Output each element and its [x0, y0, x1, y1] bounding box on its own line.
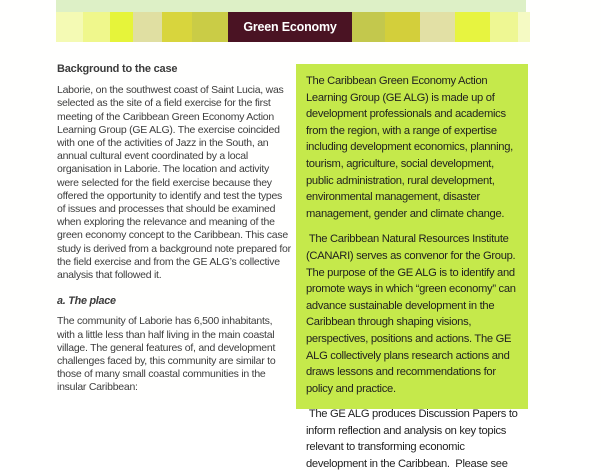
mosaic-square	[162, 12, 192, 42]
page-title: Green Economy	[243, 20, 337, 34]
mosaic-square	[352, 12, 385, 42]
mosaic-square	[490, 12, 518, 42]
mosaic-square	[110, 12, 133, 42]
page-title-box	[228, 12, 352, 42]
banner-mosaic-left	[56, 12, 228, 42]
mosaic-square	[133, 12, 162, 42]
subsection-heading: a. The place	[57, 295, 116, 308]
main-text-column	[57, 63, 291, 408]
mosaic-square	[56, 12, 83, 42]
mosaic-square	[518, 12, 530, 42]
mosaic-square	[385, 12, 420, 42]
banner-top-strip	[56, 0, 526, 12]
mosaic-square	[455, 12, 490, 42]
banner-mosaic-row	[56, 12, 530, 42]
body-paragraph-1: Laborie, on the southwest coast of Saint Lucia, was selected as the site of a field exercise for the first meeting of the Caribbean Green Economy Action Learning Group (GE ALG). The exercise coincided with one of the activities of Jazz in the South, an annual cultural event coordinated by a local organisation in Laborie. The location and activity were selected for the field exercise because they offered the opportunity to identify and test the types of issues and processes that should be examined when exploring the relevance and meaning of the green economy concept to the Caribbean. This case study is derived from a background note prepared for the field exercise and from the GE ALG’s collective analysis that followed it.	[57, 84, 291, 282]
mosaic-square	[192, 12, 228, 42]
sidebar-paragraph-3: The GE ALG produces Discussion Papers to inform reflection and analysis on key topics relevant to transforming economic development in the Caribbean. Please see	[306, 408, 521, 471]
sidebar-paragraph-1: The Caribbean Green Economy Action Learning Group (GE ALG) is made up of development professionals and academics from the region, with a range of expertise including development economics, planning, tourism, agriculture, social development, public administration, rural development, environmental management, disaster management, gender and climate change.	[306, 75, 516, 220]
section-heading: Background to the case	[57, 63, 178, 75]
mosaic-square	[83, 12, 110, 42]
body-paragraph-2: The community of Laborie has 6,500 inhabitants, with a little less than half living in the main coastal village. The general features of, and development challenges faced by, this community are similar to those of many small coastal communities in the insular Caribbean:	[57, 315, 276, 394]
sidebar-paragraph-2: The Caribbean Natural Resources Institute (CANARI) serves as convenor for the Group. The purpose of the GE ALG is to identify and promote ways in which “green economy” can advance sustainable development in the Caribbean through shaping visions, perspectives, positions and actions. The GE ALG collectively plans research actions and draws lessons and recommendations for policy and practice.	[306, 233, 519, 395]
mosaic-square	[420, 12, 455, 42]
sidebar-info-box	[296, 64, 528, 471]
banner-mosaic-right	[352, 12, 530, 42]
